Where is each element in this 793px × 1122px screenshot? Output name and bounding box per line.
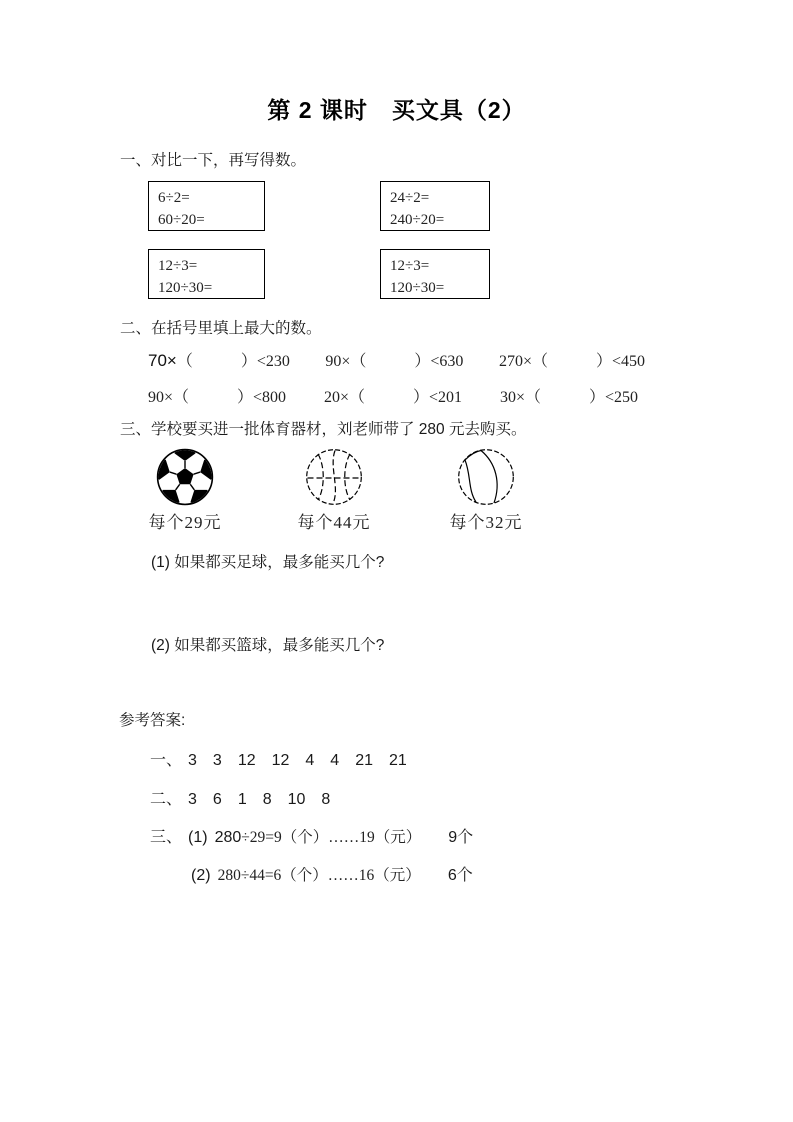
- section2-heading: 二、在括号里填上最大的数。: [120, 320, 322, 337]
- fill-max-expression: 90×（ ）<800: [148, 389, 287, 406]
- answer-result: 9个: [448, 829, 474, 846]
- basketball-icon: [304, 447, 364, 507]
- answer-result: 6个: [447, 867, 473, 884]
- division-expression: 24÷2=: [390, 190, 430, 206]
- division-expression: 120÷30=: [390, 280, 445, 296]
- page-title: 第 2 课时 买文具（2）: [267, 97, 526, 123]
- soccer-ball-icon: [155, 447, 215, 507]
- division-expression: 60÷20=: [158, 212, 205, 228]
- answer-item-number: (2): [191, 867, 211, 884]
- price-label-basketball: 每个44元: [297, 513, 371, 532]
- fill-max-expression: 70×（ ）<230: [148, 351, 290, 370]
- fill-max-expression: 90×（ ）<630: [325, 353, 464, 370]
- division-box-4: [380, 249, 490, 299]
- fill-max-row-2: [148, 384, 638, 407]
- answer-label: 一、: [150, 752, 183, 769]
- section3-heading: 三、学校要买进一批体育器材，刘老师带了 280 元去购买。: [120, 421, 527, 438]
- answers-heading: 参考答案:: [119, 712, 186, 729]
- division-box-1: [148, 181, 265, 231]
- price-label-volleyball: 每个32元: [449, 513, 523, 532]
- division-expression: 120÷30=: [158, 280, 213, 296]
- division-expression: 12÷3=: [390, 258, 430, 274]
- answer-item-number: (1): [188, 829, 208, 846]
- answer-values: 3 3 12 12 4 4 21 21: [188, 752, 407, 769]
- question-2: (2) 如果都买篮球，最多能买几个?: [151, 637, 385, 654]
- answer-expression: ÷44=6（个）……16（元）: [240, 867, 421, 884]
- division-box-2: [380, 181, 490, 231]
- volleyball-icon: [456, 447, 516, 507]
- fill-max-expression: 30×（ ）<250: [499, 389, 638, 406]
- question-1: (1) 如果都买足球，最多能买几个?: [151, 554, 385, 571]
- fill-max-row-1: [148, 348, 645, 371]
- answer-row-1: [150, 747, 407, 770]
- fill-max-expression: 270×（ ）<450: [498, 353, 645, 370]
- answer-expression: ÷29=9（个）……19（元）: [241, 829, 422, 846]
- price-label-soccer: 每个29元: [148, 513, 222, 532]
- answer-dividend: 280: [214, 829, 242, 846]
- answer-row-3a: [150, 824, 473, 847]
- division-expression: 240÷20=: [390, 212, 445, 228]
- answer-label: 二、: [150, 791, 183, 808]
- answer-row-3b: [191, 862, 473, 885]
- division-expression: 12÷3=: [158, 258, 198, 274]
- section1-heading: 一、对比一下，再写得数。: [120, 152, 307, 169]
- division-box-3: [148, 249, 265, 299]
- answer-values: 3 6 1 8 10 8: [188, 791, 331, 808]
- answer-dividend: 280: [217, 867, 241, 884]
- division-expression: 6÷2=: [158, 190, 190, 206]
- answer-label: 三、: [150, 829, 183, 846]
- answer-row-2: [150, 786, 330, 809]
- fill-max-expression: 20×（ ）<201: [323, 389, 463, 406]
